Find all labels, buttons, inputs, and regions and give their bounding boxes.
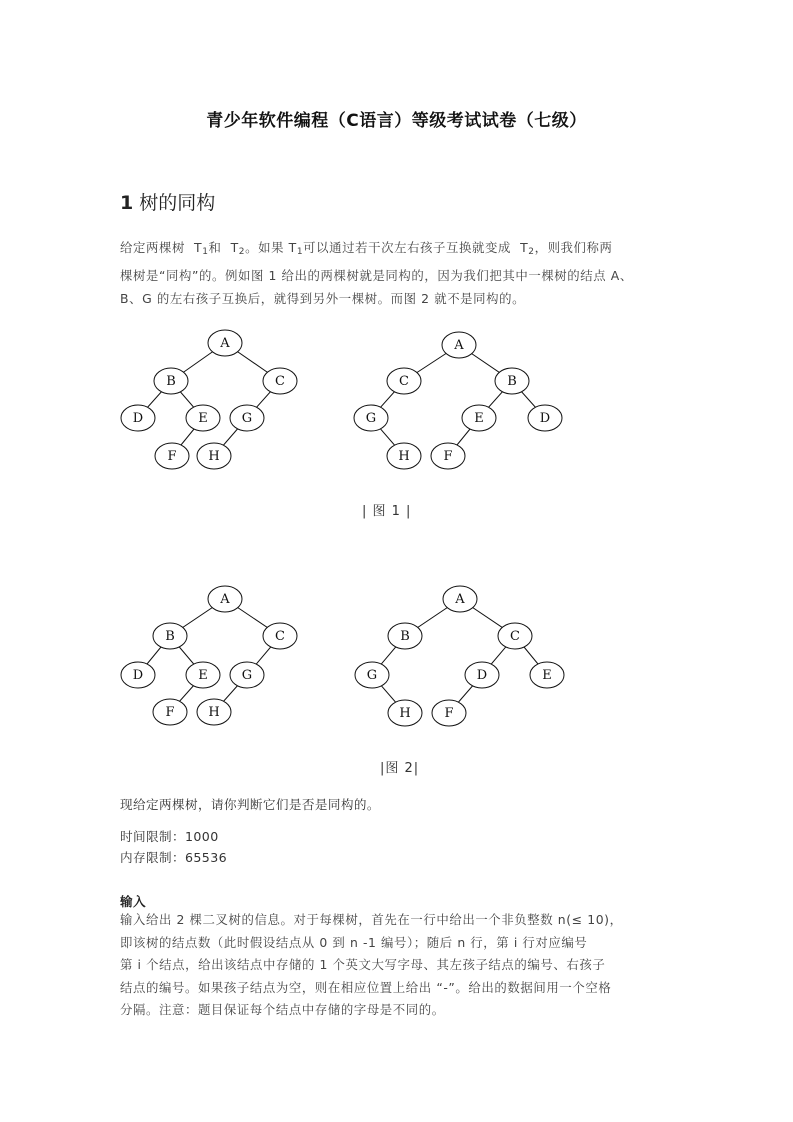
input-heading: 输入 <box>120 894 146 909</box>
tree-node-label: A <box>455 592 465 607</box>
tree-node-label: E <box>474 411 484 426</box>
input-description <box>120 909 680 1022</box>
tree-node-label: F <box>444 706 454 721</box>
tree-node-label: F <box>165 705 175 720</box>
tree-node-label: D <box>539 411 551 426</box>
tree-node-c <box>498 623 532 649</box>
section-name: 树的同构 <box>139 192 216 214</box>
tree-node-label: E <box>198 668 208 683</box>
memory-limit: 内存限制：65536 <box>120 850 228 865</box>
tree-node-label: G <box>366 668 378 683</box>
tree-node-label: H <box>208 705 220 720</box>
tree-node-label: B <box>400 629 410 644</box>
input-line: 即该树的结点数（此时假设结点从 0 到 n -1 编号）；随后 n 行，第 i 行对应编号 <box>120 934 588 950</box>
tree-node-f <box>432 700 466 726</box>
tree-node-label: D <box>132 411 144 426</box>
tree-node-b <box>388 623 422 649</box>
intro-line-1: 给定两棵树 $T_1$和 $T_2$。如果 $T_1$可以通过若干次左右孩子互换就变成 $T_2$，则我们称两 <box>120 240 613 257</box>
time-limit: 时间限制：1000 <box>120 829 219 844</box>
input-line: 结点的编号。如果孩子结点为空，则在相应位置上给出 “-”。给出的数据间用一个空格 <box>120 979 612 995</box>
tree-node-label: A <box>220 592 230 607</box>
tree-node-e <box>530 662 564 688</box>
input-line: 分隔。注意：题目保证每个结点中存储的字母是不同的。 <box>120 1002 445 1017</box>
tree-node-label: C <box>399 374 409 389</box>
tree-node-label: G <box>241 668 253 683</box>
tree-node-label: F <box>167 449 177 464</box>
tree-node-d <box>465 662 499 688</box>
tree-node-label: A <box>220 336 230 351</box>
tree-node-label: F <box>443 449 453 464</box>
input-line: 输入给出 2 棵二叉树的信息。对于每棵树，首先在一行中给出一个非负整数 n(≤ 10)， <box>120 912 623 927</box>
tree-node-a <box>443 586 477 612</box>
intro-line-3: B、G 的左右孩子互换后，就得到另外一棵树。而图 2 就不是同构的。 <box>120 291 526 306</box>
input-line: 第 i 个结点，给出该结点中存储的 1 个英文大写字母、其左孩子结点的编号、右孩子 <box>120 957 606 972</box>
tree-node-label: C <box>275 629 285 644</box>
tree-node-label: E <box>542 668 552 683</box>
tree-node-label: B <box>165 629 175 644</box>
figure-2-caption: |图 2| <box>380 761 420 776</box>
tree-node-h <box>388 700 422 726</box>
section-number: 1 <box>120 192 134 214</box>
tree-node-label: D <box>476 668 488 683</box>
question-text: 现给定两棵树，请你判断它们是否是同构的。 <box>120 797 380 812</box>
tree-node-label: D <box>132 668 144 683</box>
tree-node-label: H <box>399 706 411 721</box>
page-title: 青少年软件编程（C语言）等级考试试卷（七级） <box>206 111 587 131</box>
tree-node-label: C <box>275 374 285 389</box>
figure-1-caption: | 图 1 | <box>362 504 412 519</box>
intro-line-2: 棵树是“同构”的。例如图 1 给出的两棵树就是同构的，因为我们把其中一棵树的结点 A、 <box>120 268 633 283</box>
tree-node-label: B <box>166 374 176 389</box>
tree-node-label: H <box>208 449 220 464</box>
tree-node-label: A <box>454 338 464 353</box>
tree-node-label: C <box>510 629 520 644</box>
tree-node-label: G <box>241 411 253 426</box>
tree-node-label: E <box>198 411 208 426</box>
tree-node-g <box>355 662 389 688</box>
tree-node-label: B <box>507 374 517 389</box>
tree-node-label: G <box>365 411 377 426</box>
tree-node-label: H <box>398 449 410 464</box>
